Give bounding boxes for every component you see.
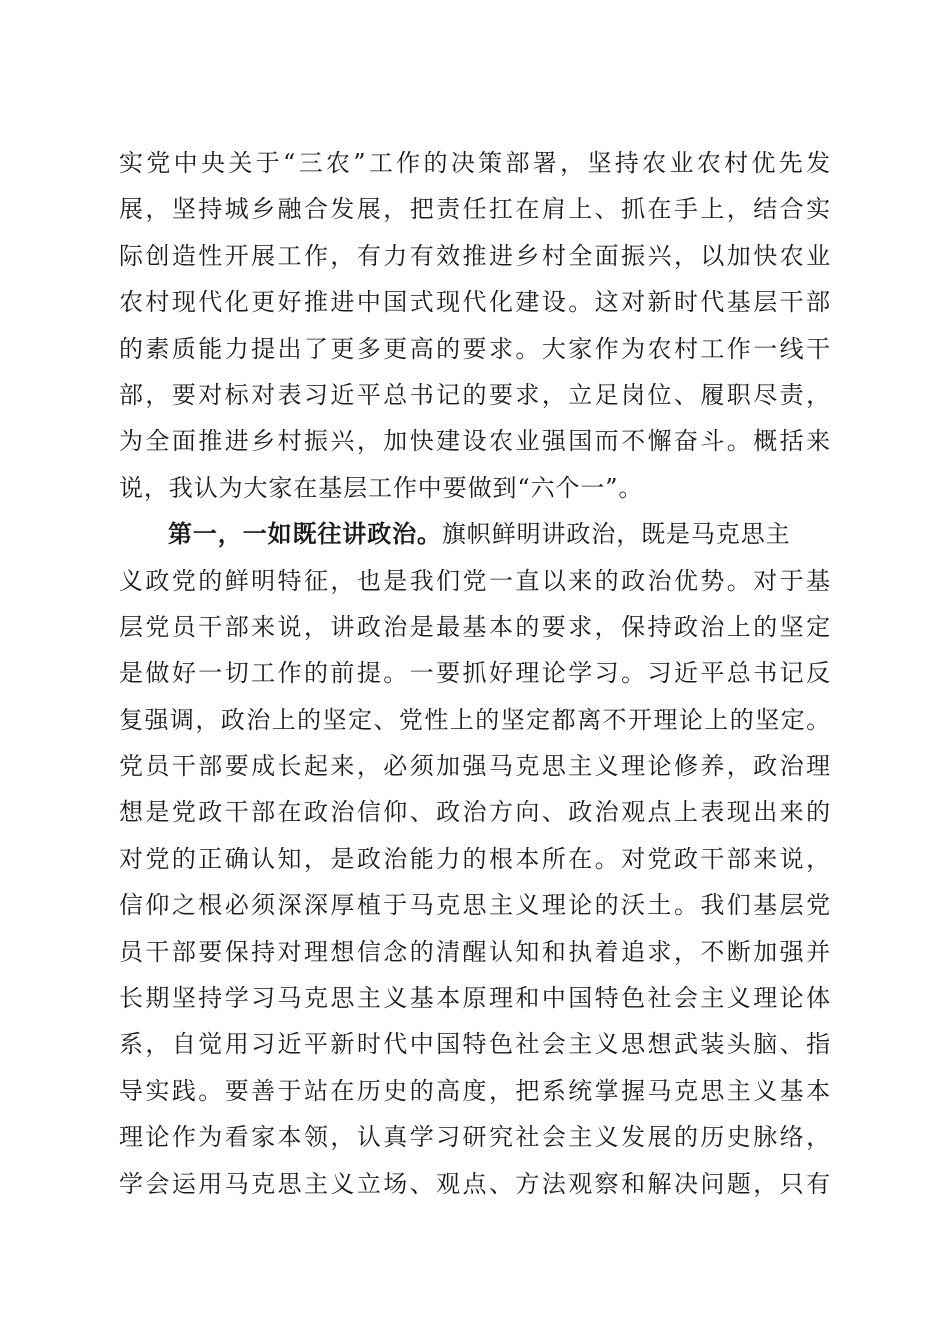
text-line: 党员干部要成长起来，必须加强马克思主义理论修养，政治理 [119, 752, 831, 781]
text-line: 系，自觉用习近平新时代中国特色社会主义思想武装头脑、指 [119, 1030, 831, 1059]
text-line: 学会运用马克思主义立场、观点、方法观察和解决问题，只有 [119, 1169, 831, 1198]
text-line: 对党的正确认知，是政治能力的根本所在。对党政干部来说， [119, 844, 831, 873]
text-line: 理论作为看家本领，认真学习研究社会主义发展的历史脉络， [119, 1123, 831, 1152]
text-line: 部，要对标对表习近平总书记的要求，立足岗位、履职尽责， [119, 380, 831, 409]
text-line: 导实践。要善于站在历史的高度，把系统掌握马克思主义基本 [119, 1076, 831, 1105]
text-line-first [119, 511, 831, 557]
text-line: 复强调，政治上的坚定、党性上的坚定都离不开理论上的坚定。 [119, 705, 831, 734]
text-line: 想是党政干部在政治信仰、政治方向、政治观点上表现出来的 [119, 798, 831, 827]
text-line: 农村现代化更好推进中国式现代化建设。这对新时代基层干部 [119, 288, 831, 317]
paragraph-1 [119, 140, 831, 511]
text-line: 说，我认为大家在基层工作中要做到“六个一”。 [119, 473, 644, 502]
text-line: 信仰之根必须深深厚植于马克思主义理论的沃土。我们基层党 [119, 891, 831, 920]
text-line: 展，坚持城乡融合发展，把责任扛在肩上、抓在手上，结合实 [119, 195, 831, 224]
text-line: 是做好一切工作的前提。一要抓好理论学习。习近平总书记反 [119, 659, 831, 688]
paragraph-2 [119, 511, 831, 1207]
text-line: 为全面推进乡村振兴，加快建设农业强国而不懈奋斗。概括来 [119, 427, 831, 456]
text-line: 员干部要保持对理想信念的清醒认知和执着追求，不断加强并 [119, 937, 831, 966]
text-line: 层党员干部来说，讲政治是最基本的要求，保持政治上的坚定 [119, 612, 831, 641]
text-run: 旗帜鲜明讲政治，既是马克思主 [441, 520, 791, 549]
body-text [119, 140, 831, 1207]
section-heading: 第一，一如既往讲政治。 [168, 519, 442, 549]
text-line: 义政党的鲜明特征，也是我们党一直以来的政治优势。对于基 [119, 566, 831, 595]
text-line: 实党中央关于“三农”工作的决策部署，坚持农业农村优先发 [119, 149, 831, 177]
text-line: 际创造性开展工作，有力有效推进乡村全面振兴，以加快农业 [119, 241, 831, 270]
text-line: 长期坚持学习马克思主义基本原理和中国特色社会主义理论体 [119, 984, 831, 1013]
text-line: 的素质能力提出了更多更高的要求。大家作为农村工作一线干 [119, 334, 831, 363]
